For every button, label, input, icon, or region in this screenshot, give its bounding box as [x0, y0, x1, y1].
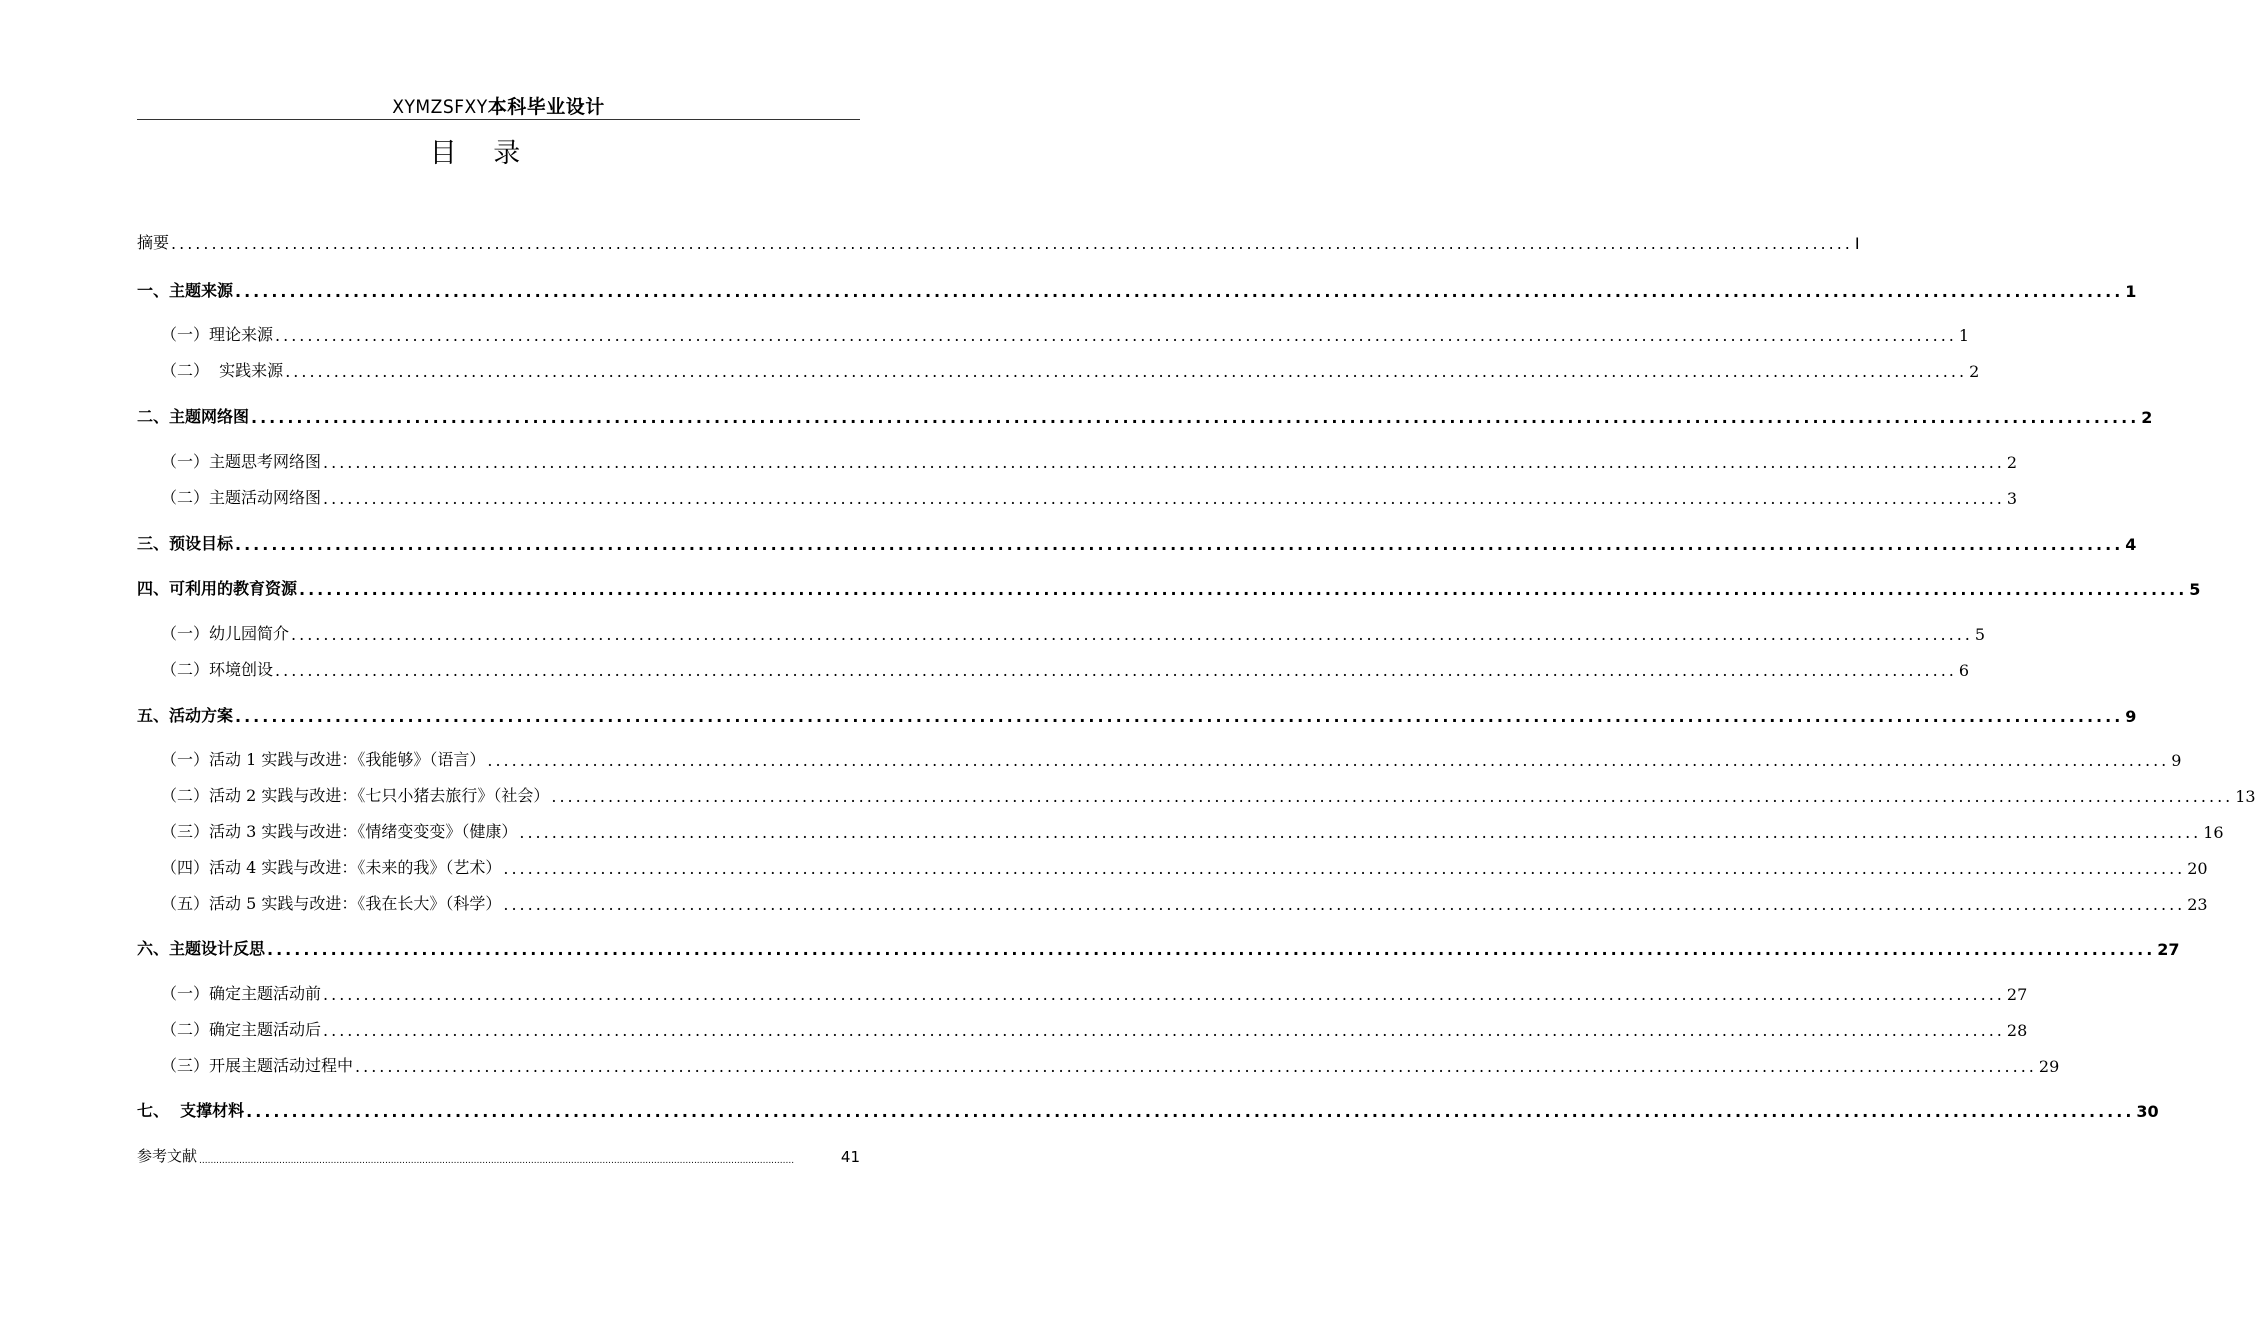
toc-entry-label: （一）主题思考网络图: [161, 452, 322, 471]
toc-entry-page: 6: [1958, 661, 1970, 680]
toc-entry-page: 3: [2006, 489, 2018, 508]
toc-entry-page: 16: [2203, 823, 2224, 842]
toc-leader-dots: ................................................................................................................................................................................................................: [235, 282, 2124, 301]
toc-leader-dots: ................................................................................................................................................................................................................: [235, 535, 2124, 554]
toc-leader-dots: ................................................................................................................................................................................................................: [519, 823, 2202, 842]
toc-leader-dots: ................................................................................................................................................................................................................: [199, 1156, 795, 1166]
toc-leader-dots: ................................................................................................................................................................................................................: [275, 326, 1957, 345]
toc-entry-page: 9: [2171, 751, 2182, 770]
toc-entry-label: （一）理论来源: [161, 325, 274, 344]
toc-entry-label: （一）活动 1 实践与改进：《我能够》（语言）: [161, 750, 486, 769]
toc-entry-page: 30: [2136, 1102, 2159, 1121]
toc-entry-label: （四）活动 4 实践与改进：《未来的我》（艺术）: [161, 858, 502, 877]
toc-entry-label: （三）开展主题活动过程中: [161, 1056, 354, 1075]
toc-leader-dots: ................................................................................................................................................................................................................: [251, 408, 2140, 427]
toc-entry-page: 2: [1969, 362, 1980, 381]
toc-entry-section-6[interactable]: [137, 935, 2180, 959]
document-header: [137, 92, 860, 119]
toc-entry-subsection[interactable]: [161, 818, 2224, 842]
toc-entry-label: （五）活动 5 实践与改进：《我在长大》（科学）: [161, 894, 502, 913]
toc-entry-label: 参考文献: [137, 1147, 198, 1165]
toc-entry-label: （一）幼儿园简介: [161, 624, 290, 643]
toc-entry-section-5[interactable]: [137, 702, 2137, 726]
toc-entry-references[interactable]: [137, 1142, 860, 1166]
toc-entry-label: （二） 实践来源: [161, 361, 284, 380]
toc-leader-dots: ................................................................................................................................................................................................................: [171, 234, 1853, 253]
toc-entry-page: 29: [2038, 1057, 2060, 1076]
toc-entry-subsection[interactable]: [161, 980, 2028, 1004]
toc-entry-subsection[interactable]: [161, 782, 2256, 806]
toc-leader-dots: ................................................................................................................................................................................................................: [487, 751, 2170, 770]
toc-entry-page: 27: [2006, 985, 2028, 1004]
toc-entry-subsection[interactable]: [161, 357, 1980, 381]
toc-entry-subsection[interactable]: [161, 1052, 2060, 1076]
toc-entry-page: 5: [1974, 625, 1986, 644]
toc-entry-label: 五、活动方案: [137, 706, 234, 725]
toc-entry-section-7[interactable]: [137, 1097, 2159, 1121]
toc-entry-section-2[interactable]: [137, 403, 2153, 427]
toc-entry-label: （一）确定主题活动前: [161, 984, 322, 1003]
toc-entry-subsection[interactable]: [161, 484, 2018, 508]
toc-leader-dots: ................................................................................................................................................................................................................: [323, 489, 2005, 508]
toc-entry-label: 三、预设目标: [137, 534, 234, 553]
toc-leader-dots: ................................................................................................................................................................................................................: [246, 1102, 2135, 1121]
toc-leader-dots: ................................................................................................................................................................................................................: [291, 625, 1973, 644]
toc-entry-label: （二）确定主题活动后: [161, 1020, 322, 1039]
toc-leader-dots: ................................................................................................................................................................................................................: [503, 859, 2186, 878]
toc-entry-label: 二、主题网络图: [137, 407, 250, 426]
toc-entry-page: 9: [2125, 707, 2137, 726]
header-divider: [137, 119, 860, 120]
toc-entry-page: 2: [2006, 453, 2018, 472]
toc-entry-page: 5: [2189, 580, 2201, 599]
toc-entry-label: （二）主题活动网络图: [161, 488, 322, 507]
header-title-cjk: 本科毕业设计: [487, 97, 605, 118]
toc-leader-dots: ................................................................................................................................................................................................................: [323, 1021, 2005, 1040]
toc-entry-page: 1: [1958, 326, 1970, 345]
toc-entry-subsection[interactable]: [161, 620, 1986, 644]
toc-entry-label: 七、 支撑材料: [137, 1101, 245, 1120]
toc-leader-dots: ................................................................................................................................................................................................................: [275, 661, 1957, 680]
toc-entry-subsection[interactable]: [161, 656, 1970, 680]
toc-entry-page: 41: [840, 1148, 860, 1166]
toc-entry-page: 27: [2157, 940, 2180, 959]
toc-entry-label: 摘要: [137, 233, 170, 252]
toc-entry-page: 28: [2006, 1021, 2028, 1040]
toc-entry-section-1[interactable]: [137, 277, 2137, 301]
toc-entry-page: 4: [2125, 535, 2137, 554]
toc-leader-dots: ................................................................................................................................................................................................................: [323, 985, 2005, 1004]
toc-entry-page: 2: [2141, 408, 2153, 427]
toc-leader-dots: ................................................................................................................................................................................................................: [285, 362, 1968, 381]
toc-leader-dots: ................................................................................................................................................................................................................: [503, 895, 2186, 914]
toc-entry-page: I: [1854, 234, 1860, 253]
toc-entry-label: 四、可利用的教育资源: [137, 579, 298, 598]
toc-entry-section-3[interactable]: [137, 530, 2137, 554]
toc-entry-label: （三）活动 3 实践与改进：《情绪变变变》（健康）: [161, 822, 518, 841]
toc-entry-label: 六、主题设计反思: [137, 939, 266, 958]
toc-entry-subsection[interactable]: [161, 854, 2208, 878]
toc-heading: 目 录: [429, 138, 535, 169]
toc-entry-page: 23: [2187, 895, 2208, 914]
toc-entry-subsection[interactable]: [161, 1016, 2028, 1040]
toc-entry-subsection[interactable]: [161, 321, 1970, 345]
toc-entry-subsection[interactable]: [161, 890, 2208, 914]
toc-entry-subsection[interactable]: [161, 746, 2182, 770]
toc-leader-dots: ................................................................................................................................................................................................................: [355, 1057, 2037, 1076]
toc-entry-label: （二）环境创设: [161, 660, 274, 679]
toc-entry-page: 1: [2125, 282, 2137, 301]
toc-leader-dots: ................................................................................................................................................................................................................: [235, 707, 2124, 726]
toc-entry-page: 13: [2235, 787, 2256, 806]
header-title-latin: XYMZSFXY: [392, 96, 488, 118]
toc-entry-label: 一、主题来源: [137, 281, 234, 300]
toc-entry-label: （二）活动 2 实践与改进：《七只小猪去旅行》（社会）: [161, 786, 550, 805]
toc-leader-dots: ................................................................................................................................................................................................................: [267, 940, 2156, 959]
toc-entry-abstract[interactable]: [137, 229, 1860, 253]
toc-leader-dots: ................................................................................................................................................................................................................: [299, 580, 2188, 599]
toc-entry-subsection[interactable]: [161, 448, 2018, 472]
toc-entry-section-4[interactable]: [137, 575, 2201, 599]
toc-leader-dots: ................................................................................................................................................................................................................: [551, 787, 2234, 806]
toc-leader-dots: ................................................................................................................................................................................................................: [323, 453, 2005, 472]
toc-entry-page: 20: [2187, 859, 2208, 878]
